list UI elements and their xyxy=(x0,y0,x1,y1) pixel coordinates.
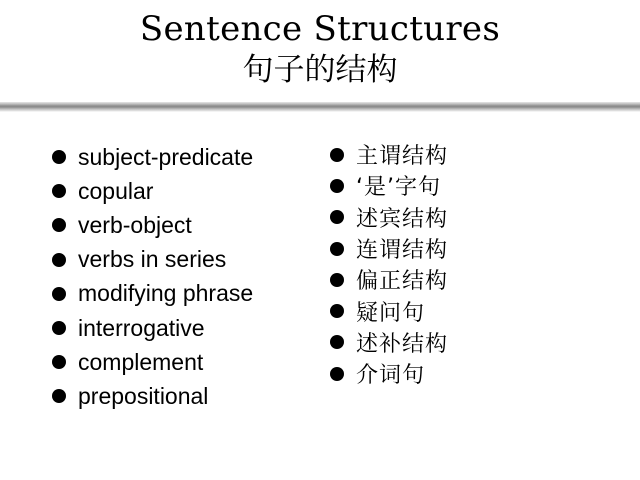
list-item-label: 主谓结构 xyxy=(356,144,449,170)
list-item-label: 介词句 xyxy=(356,363,426,389)
list-item-label: 述补结构 xyxy=(356,331,449,357)
list-item xyxy=(330,139,448,170)
slide-title: Sentence Structures xyxy=(139,9,501,49)
list-item-label: 偏正结构 xyxy=(356,269,449,295)
bullet-icon xyxy=(330,304,344,318)
list-item-label: prepositional xyxy=(78,382,209,409)
list-item-label: 疑问句 xyxy=(356,300,426,326)
list-item-label: complement xyxy=(78,348,204,375)
list-item xyxy=(330,358,448,389)
list-item-label: modifying phrase xyxy=(78,280,254,307)
bullet-icon xyxy=(52,287,66,301)
bullet-icon xyxy=(52,321,66,335)
list-item xyxy=(52,140,253,174)
divider-line xyxy=(0,102,640,112)
list-item xyxy=(330,295,448,326)
list-item xyxy=(52,208,253,242)
list-item xyxy=(52,379,253,413)
bullet-icon xyxy=(330,148,344,162)
list-item xyxy=(52,277,253,311)
bullet-icon xyxy=(330,367,344,381)
list-item-label: 连谓结构 xyxy=(356,238,449,264)
bullet-icon xyxy=(52,389,66,403)
bullet-icon xyxy=(330,273,344,287)
list-item xyxy=(52,311,253,345)
bullet-icon xyxy=(330,335,344,349)
slide-subtitle: 句子的结构 xyxy=(242,52,398,88)
bullet-icon xyxy=(52,184,66,198)
list-item xyxy=(52,345,253,379)
bullet-icon xyxy=(330,210,344,224)
chinese-structure-list xyxy=(330,139,448,389)
list-item xyxy=(330,327,448,358)
bullet-icon xyxy=(52,253,66,267)
bullet-icon xyxy=(52,218,66,232)
list-item-label: ‘是’字句 xyxy=(356,175,441,201)
bullet-icon xyxy=(330,242,344,256)
list-item xyxy=(330,202,448,233)
list-item-label: verbs in series xyxy=(78,246,227,273)
list-item-label: copular xyxy=(78,177,154,204)
list-item-label: subject-predicate xyxy=(78,143,254,170)
list-item-label: verb-object xyxy=(78,211,192,238)
list-item xyxy=(52,243,253,277)
list-item xyxy=(52,174,253,208)
list-item-label: interrogative xyxy=(78,314,205,341)
list-item xyxy=(330,170,448,201)
list-item xyxy=(330,264,448,295)
bullet-icon xyxy=(52,355,66,369)
bullet-icon xyxy=(52,150,66,164)
english-structure-list xyxy=(52,140,253,414)
list-item-label: 述宾结构 xyxy=(356,206,449,232)
bullet-icon xyxy=(330,179,344,193)
list-item xyxy=(330,233,448,264)
